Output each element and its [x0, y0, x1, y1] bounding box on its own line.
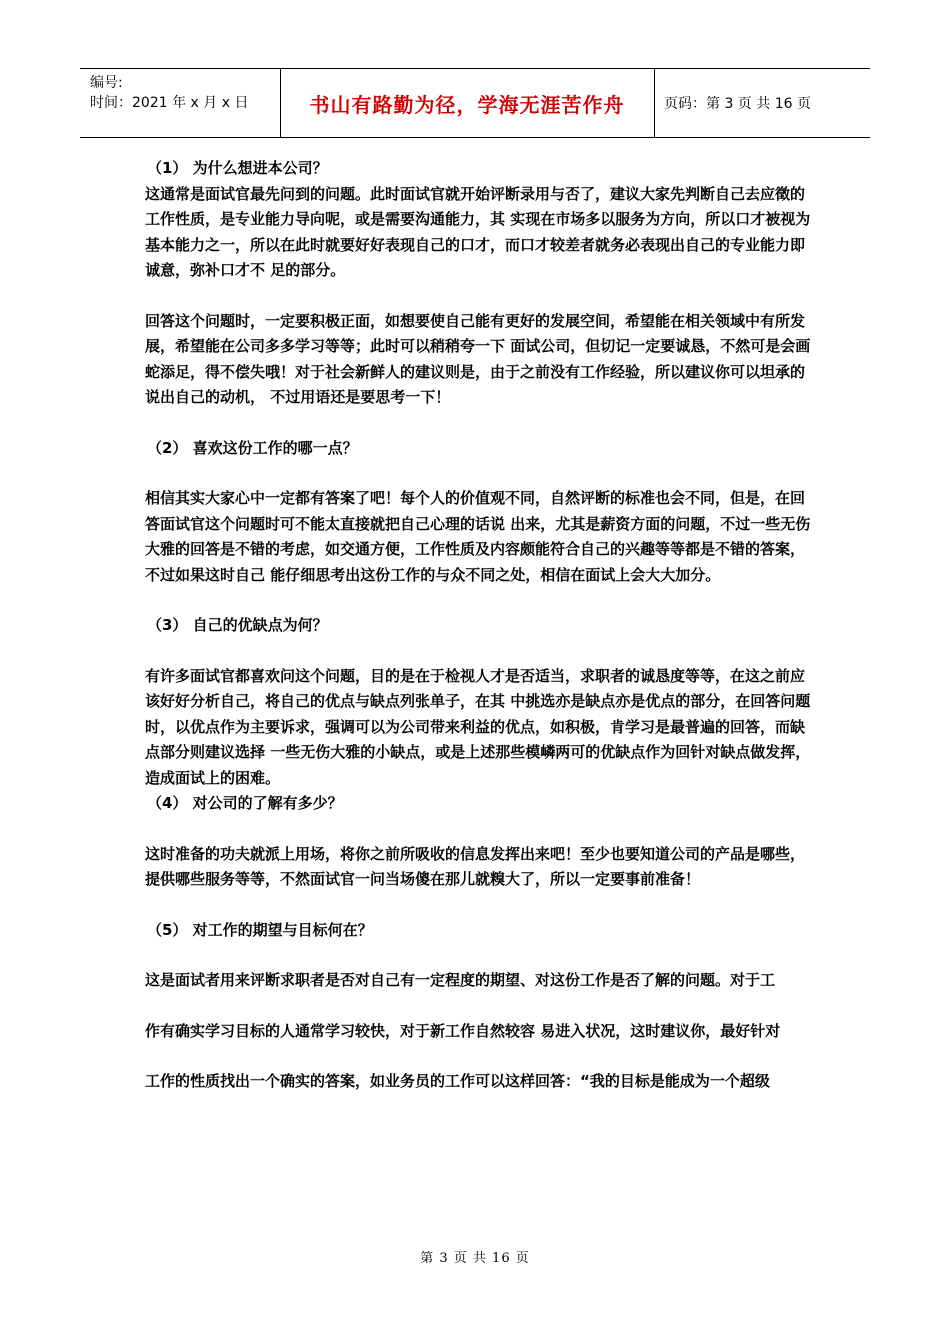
header-meta [90, 73, 248, 113]
document-body [145, 156, 815, 1095]
paragraph: 这是面试者用来评断求职者是否对自己有一定程度的期望、对这份工作是否了解的问题。对于工 [145, 971, 776, 989]
paragraph: 工作的性质找出一个确实的答案，如业务员的工作可以这样回答：“我的目标是能成为一个超级 [145, 1072, 770, 1090]
question-4: （4） 对公司的了解有多少？ [147, 794, 343, 812]
paragraph: 相信其实大家心中一定都有答案了吧！每个人的价值观不同，自然评断的标准也会不同，但是，在回答面试官这个问题时可不能太直接就把自己心理的话说 出来，尤其是薪资方面的问题，不过一些无伤大雅的回答是不错的考虑，如交通方便，工作性质及内容颇能符合自己的兴趣等等都是不错的答案，不过如果这时自己 能仔细思考出这份工作的与众不同之处，相信在面试上会大大加分。 [145, 489, 811, 584]
header-motto: 书山有路勤为径，学海无涯苦作舟 [309, 93, 625, 117]
header-page-info: 页码：第 3 页 共 16 页 [664, 96, 811, 112]
page-footer: 第 3 页 共 16 页 [420, 1251, 530, 1266]
question-3: （3） 自己的优缺点为何？ [147, 616, 328, 634]
page-header [80, 68, 870, 138]
question-2: （2） 喜欢这份工作的哪一点？ [147, 438, 358, 457]
paragraph: 有许多面试官都喜欢问这个问题，目的是在于检视人才是否适当，求职者的诚恳度等等，在这之前应该好好分析自己，将自己的优点与缺点列张单子，在其 中挑选亦是缺点亦是优点的部分，在回答问题时，以优点作为主要诉求，强调可以为公司带来利益的优点，如积极，肯学习是最普遍的回答，而缺点部分则建议选择 一些无伤大雅的小缺点，或是上述那些模嶙两可的优缺点作为回针对缺点做发挥，造成面试上的困难。 [145, 666, 811, 787]
paragraph: 这通常是面试官最先问到的问题。此时面试官就开始评断录用与否了，建议大家先判断自己去应徵的工作性质，是专业能力导向呢，或是需要沟通能力，其 实现在市场多以服务为方向，所以口才被视为基本能力之一，所以在此时就要好好表现自己的口才，而口才较差者就务必表现出自己的专业能力即诚意，弥补口才不 足的部分。 [145, 184, 811, 279]
paragraph: 这时准备的功夫就派上用场，将你之前所吸收的信息发挥出来吧！至少也要知道公司的产品是哪些，提供哪些服务等等，不然面试官一问当场傻在那儿就糗大了，所以一定要事前准备！ [145, 844, 806, 888]
question-1: （1） 为什么想进本公司？ [147, 159, 328, 177]
paragraph: 作有确实学习目标的人通常学习较快，对于新工作自然较容 易进入状况，这时建议你，最好针对 [145, 1021, 781, 1040]
date-label: 时间：2021 年 x 月 x 日 [90, 95, 249, 111]
header-divider [654, 69, 655, 137]
paragraph: 回答这个问题时，一定要积极正面，如想要使自己能有更好的发展空间，希望能在相关领域中有所发展，希望能在公司多多学习等等；此时可以稍稍夸一下 面试公司，但切记一定要诚恳，不然可是会画蛇添足，得不偿失哦！对于社会新鲜人的建议则是，由于之前没有工作经验，所以建议你可以坦承的说出自己的动机， 不过用语还是要思考一下！ [145, 311, 811, 406]
number-label: 编号: [90, 75, 123, 91]
question-5: （5） 对工作的期望与目标何在？ [147, 920, 373, 939]
